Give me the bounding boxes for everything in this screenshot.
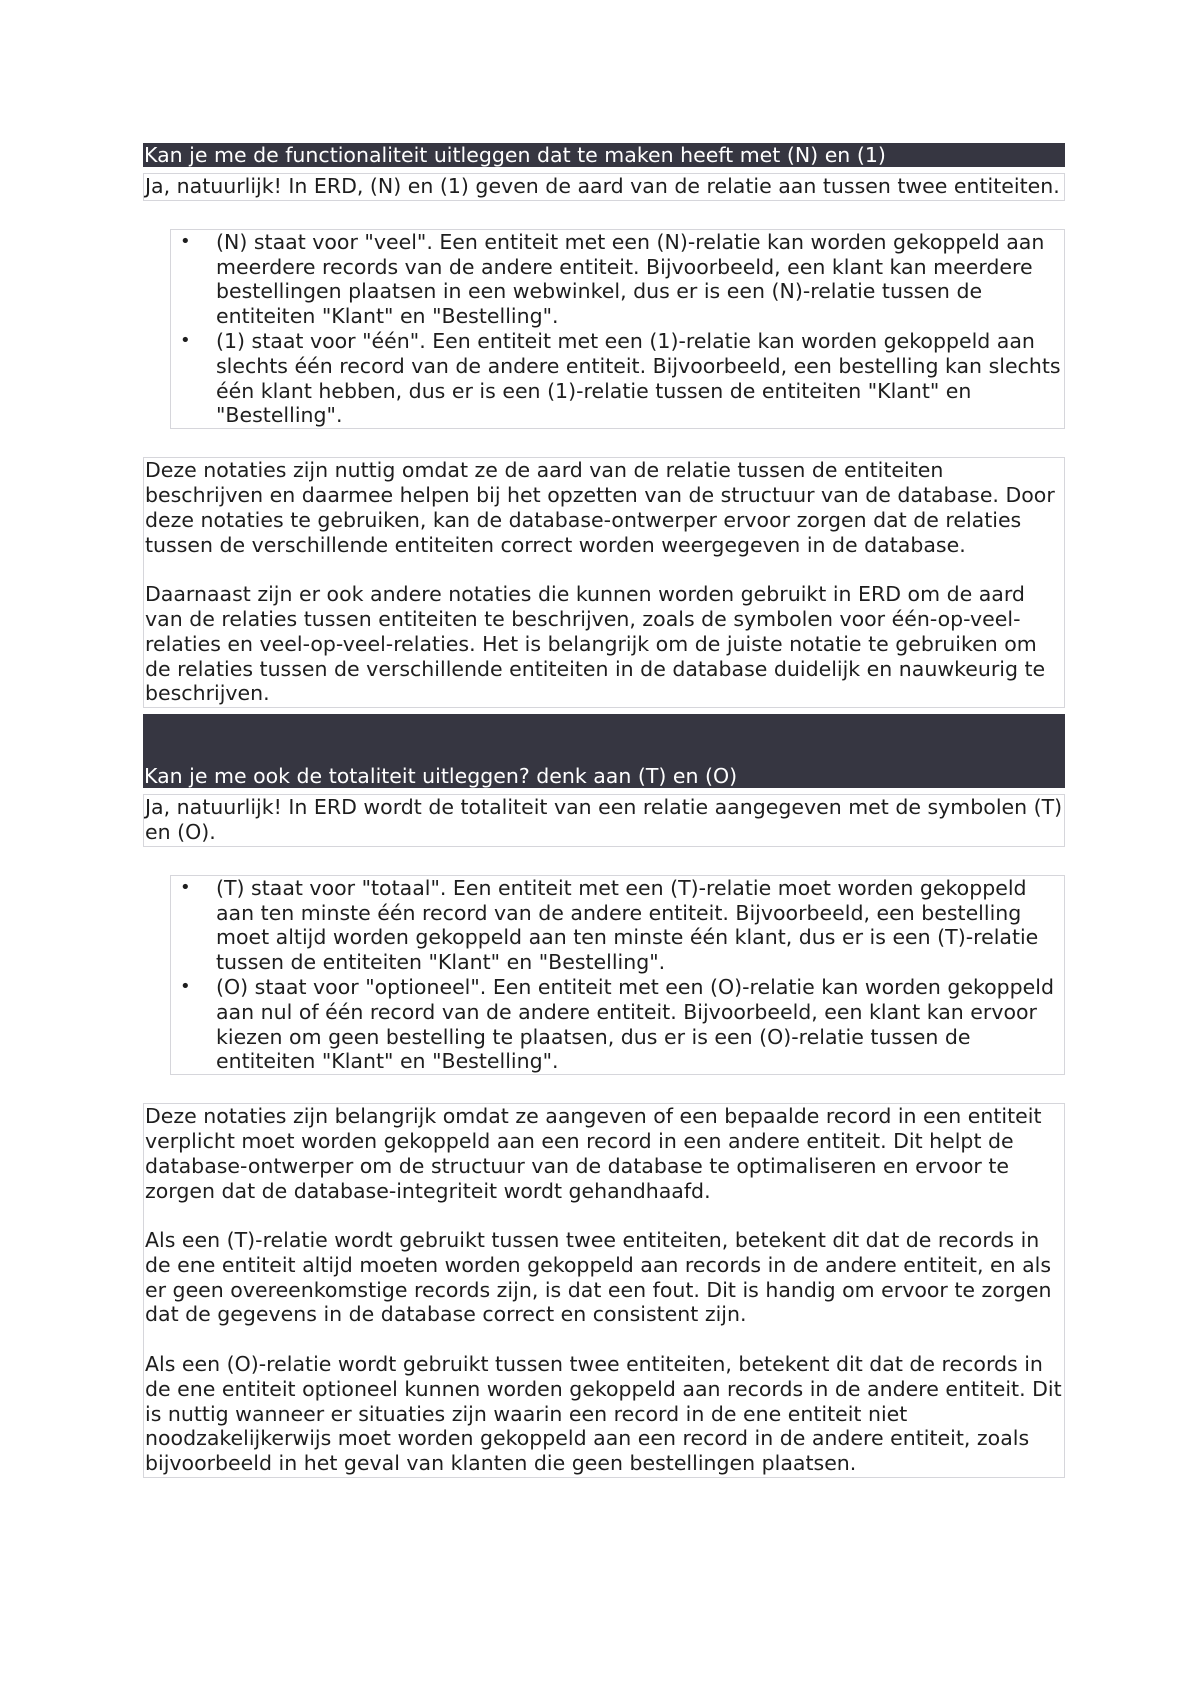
bullet-icon: •: [180, 975, 191, 997]
chat-transcript: [143, 143, 1065, 1478]
bullet-icon: •: [180, 876, 191, 898]
paragraph: Daarnaast zijn er ook andere notaties die kunnen worden gebruikt in ERD om de aard van de relaties tussen entiteiten te beschrijven, zoals de symbolen voor één-op-veel-relaties en veel-op-veel-relaties. Het is belangrijk om de juiste notatie te gebruiken om de relaties tussen de verschillende entiteiten in de database duidelijk en nauwkeurig te beschrijven.: [145, 582, 1046, 706]
list-item: [171, 876, 1062, 975]
list-item-text: (N) staat voor "veel". Een entiteit met een (N)-relatie kan worden gekoppeld aan meerdere records van de andere entiteit. Bijvoorbeeld, een klant kan meerdere bestellingen plaatsen in een webwinkel, dus er is een (N)-relatie tussen de entiteiten "Klant" en "Bestelling".: [216, 229, 1045, 329]
user-question-2: [143, 714, 1065, 788]
answer-intro-1: [143, 173, 1065, 201]
bullet-icon: •: [180, 329, 191, 351]
paragraph: Als een (O)-relatie wordt gebruikt tussen twee entiteiten, betekent dit dat de records in de ene entiteit optioneel kunnen worden gekoppeld aan records in de andere entiteit. Dit is nuttig wanneer er situaties zijn waarin een record in de ene entiteit niet noodzakelijkerwijs moet worden gekoppeld aan een record in de andere entiteit, zoals bijvoorbeeld in het geval van klanten die geen bestellingen plaatsen.: [145, 1352, 1062, 1476]
answer-body-1: [143, 457, 1065, 708]
intro-text: Ja, natuurlijk! In ERD, (N) en (1) geven de aard van de relatie aan tussen twee entiteiten.: [145, 174, 1060, 198]
list-item-text: (T) staat voor "totaal". Een entiteit met een (T)-relatie moet worden gekoppeld aan ten minste één record van de andere entiteit. Bijvoorbeeld, een bestelling moet altijd worden gekoppeld aan ten minste één klant, dus er is een (T)-relatie tussen de entiteiten "Klant" en "Bestelling".: [216, 875, 1039, 975]
list-item-text: (O) staat voor "optioneel". Een entiteit met een (O)-relatie kan worden gekoppeld aan nul of één record van de andere entiteit. Bijvoorbeeld, een klant kan ervoor kiezen om geen bestelling te plaatsen, dus er is een (O)-relatie tussen de entiteiten "Klant" en "Bestelling".: [216, 974, 1055, 1074]
list-item: [171, 230, 1062, 329]
paragraph: Deze notaties zijn nuttig omdat ze de aard van de relatie tussen de entiteiten beschrijven en daarmee helpen bij het opzetten van de structuur van de database. Door deze notaties te gebruiken, kan de database-ontwerper ervoor zorgen dat de relaties tussen de verschillende entiteiten correct worden weergegeven in de database.: [145, 458, 1055, 557]
intro-text: Ja, natuurlijk! In ERD wordt de totaliteit van een relatie aangegeven met de symbolen (T) en (O).: [145, 795, 1063, 844]
list-item: [171, 329, 1062, 428]
list-item: [171, 975, 1062, 1074]
answer-list-1: [170, 229, 1065, 429]
answer-list-2: [170, 875, 1065, 1075]
bullet-icon: •: [180, 230, 191, 252]
list-item-text: (1) staat voor "één". Een entiteit met een (1)-relatie kan worden gekoppeld aan slechts één record van de andere entiteit. Bijvoorbeeld, een bestelling kan slechts één klant hebben, dus er is een (1)-relatie tussen de entiteiten "Klant" en "Bestelling".: [216, 328, 1061, 428]
answer-body-2: [143, 1103, 1065, 1478]
user-question-1: Kan je me de functionaliteit uitleggen dat te maken heeft met (N) en (1): [143, 143, 1065, 167]
paragraph: Deze notaties zijn belangrijk omdat ze aangeven of een bepaalde record in een entiteit verplicht moet worden gekoppeld aan een record in een andere entiteit. Dit helpt de database-ontwerper om de structuur van de database te optimaliseren en ervoor te zorgen dat de database-integriteit wordt gehandhaafd.: [145, 1104, 1042, 1203]
paragraph: Als een (T)-relatie wordt gebruikt tussen twee entiteiten, betekent dit dat de records in de ene entiteit altijd moeten worden gekoppeld aan records in de andere entiteit, en als er geen overeenkomstige records zijn, is dat een fout. Dit is handig om ervoor te zorgen dat de gegevens in de database correct en consistent zijn.: [145, 1228, 1052, 1327]
answer-intro-2: [143, 794, 1065, 847]
question-text: Kan je me ook de totaliteit uitleggen? denk aan (T) en (O): [144, 764, 738, 789]
